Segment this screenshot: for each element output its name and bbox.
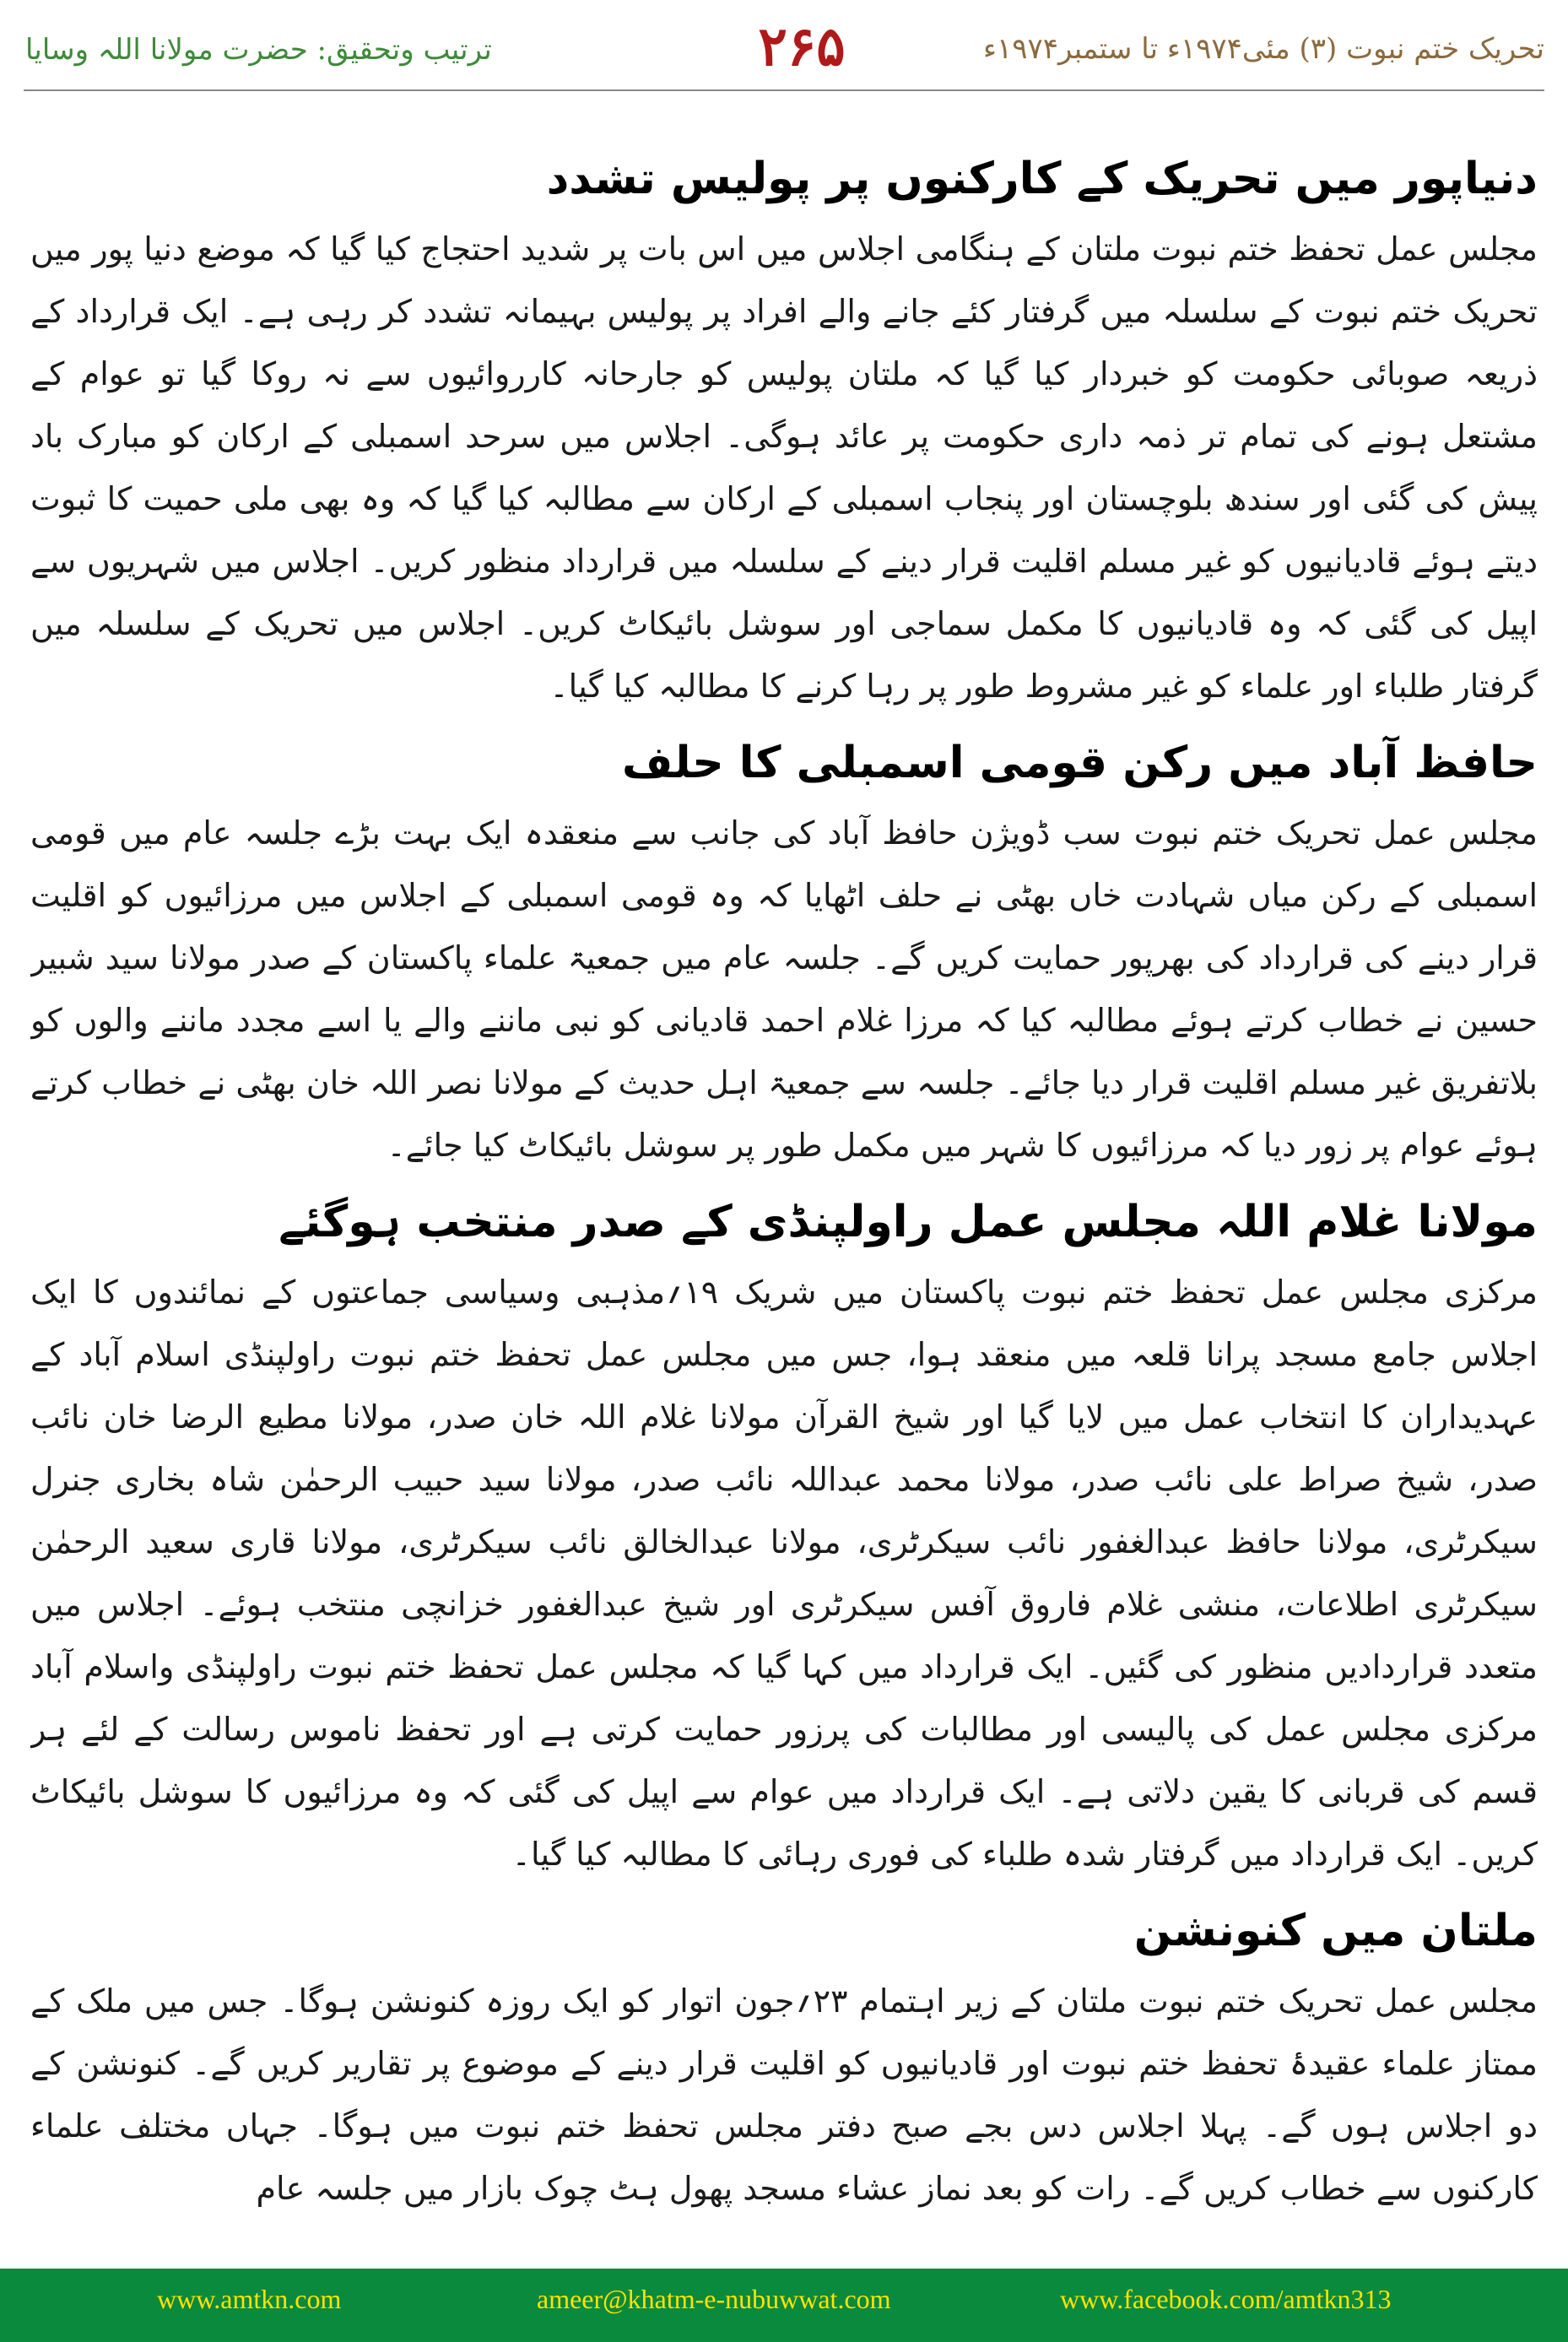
section-heading: ملتان میں کنونشن	[1133, 1906, 1538, 1956]
header-divider	[24, 89, 1544, 91]
section-heading: مولانا غلام اللہ مجلس عمل راولپنڈی کے صدر منتخب ہوگئے	[278, 1197, 1538, 1247]
book-title: تحریک ختم نبوت (۳) مئی۱۹۷۴ء تا ستمبر۱۹۷۴ء	[982, 32, 1544, 66]
page-footer	[0, 2269, 1568, 2342]
section-heading: حافظ آباد میں رکن قومی اسمبلی کا حلف	[622, 738, 1538, 788]
section-paragraph: مجلس عمل تحفظ ختم نبوت ملتان کے ہنگامی اجلاس میں اس بات پر شدید احتجاج کیا گیا کہ موضع دنیا پور میں تحریک ختم نبوت کے سلسلہ میں گرفتار کئے جانے والے افراد پر پولیس بہیمانہ تشدد کر رہی ہے۔ ایک قرارداد کے ذریعہ صوبائی حکومت کو خبردار کیا گیا کہ ملتان پولیس کو جارحانہ کارروائیوں سے نہ روکا گیا تو عوام کے مشتعل ہونے کی تمام تر ذمہ داری حکومت پر عائد ہوگی۔ اجلاس میں سرحد اسمبلی کے ارکان کو مبارک باد پیش کی گئی اور سندھ بلوچستان اور پنجاب اسمبلی کے ارکان سے مطالبہ کیا گیا کہ وہ بھی ملی حمیت کا ثبوت دیتے ہوئے قادیانیوں کو غیر مسلم اقلیت قرار دینے کے سلسلہ میں قرارداد منظور کریں۔ اجلاس میں شہریوں سے اپیل کی گئی کہ وہ قادیانیوں کا مکمل سماجی اور سوشل بائیکاٹ کریں۔ اجلاس میں تحریک کے سلسلہ میں گرفتار طلباء اور علماء کو غیر مشروط طور پر رہا کرنے کا مطالبہ کیا گیا۔	[30, 230, 1538, 705]
section-heading: دنیاپور میں تحریک کے کارکنوں پر پولیس تشدد	[546, 154, 1538, 204]
article-body	[30, 142, 1538, 2252]
email-link[interactable]: ameer@khatm-e-nubuwwat.com	[537, 2284, 891, 2314]
website-link[interactable]: www.amtkn.com	[157, 2284, 342, 2314]
page-number: ۲۶۵	[758, 15, 846, 78]
compiler-credit: ترتیب وتحقیق: حضرت مولانا اللہ وسایا	[25, 33, 492, 67]
section-paragraph: مجلس عمل تحریک ختم نبوت سب ڈویژن حافظ آباد کی جانب سے منعقدہ ایک بہت بڑے جلسہ عام میں قومی اسمبلی کے رکن میاں شہادت خاں بھٹی نے حلف اٹھایا کہ وہ قومی اسمبلی کے اجلاس میں مرزائیوں کو اقلیت قرار دینے کی قرارداد کی بھرپور حمایت کریں گے۔ جلسہ عام میں جمعیۃ علماء پاکستان کے صدر مولانا سید شبیر حسین نے خطاب کرتے ہوئے مطالبہ کیا کہ مرزا غلام احمد قادیانی کو نبی ماننے والے یا اسے مجدد ماننے والوں کو بلاتفریق غیر مسلم اقلیت قرار دیا جائے۔ جلسہ سے جمعیۃ اہل حدیث کے مولانا نصر اللہ خان بھٹی نے خطاب کرتے ہوئے عوام پر زور دیا کہ مرزائیوں کا شہر میں مکمل طور پر سوشل بائیکاٹ کیا جائے۔	[30, 814, 1538, 1164]
facebook-link[interactable]: www.facebook.com/amtkn313	[1060, 2284, 1392, 2314]
page-header	[0, 0, 1568, 127]
section-paragraph: مجلس عمل تحریک ختم نبوت ملتان کے زیر اہتمام ۲۳؍جون اتوار کو ایک روزہ کنونشن ہوگا۔ جس میں ملک کے ممتاز علماء عقیدۂ تحفظ ختم نبوت اور قادیانیوں کو اقلیت قرار دینے کے موضوع پر تقاریر کریں گے۔ کنونشن کے دو اجلاس ہوں گے۔ پہلا اجلاس دس بجے صبح دفتر مجلس تحفظ ختم نبوت میں ہوگا۔ جہاں مختلف علماء کارکنوں سے خطاب کریں گے۔ رات کو بعد نماز عشاء مسجد پھول ہٹ چوک بازار میں جلسہ عام	[30, 1982, 1538, 2207]
section-paragraph: مرکزی مجلس عمل تحفظ ختم نبوت پاکستان میں شریک ۱۹؍مذہبی وسیاسی جماعتوں کے نمائندوں کا ایک اجلاس جامع مسجد پرانا قلعہ میں منعقد ہوا، جس میں مجلس عمل تحفظ ختم نبوت راولپنڈی اسلام آباد کے عہدیداران کا انتخاب عمل میں لایا گیا اور شیخ القرآن مولانا غلام اللہ خان صدر، مولانا مطیع الرضا خان نائب صدر، شیخ صراط علی نائب صدر، مولانا محمد عبداللہ نائب صدر، مولانا سید حبیب الرحمٰن شاہ بخاری جنرل سیکرٹری، مولانا حافظ عبدالغفور نائب سیکرٹری، مولانا عبدالخالق نائب سیکرٹری، مولانا قاری سعید الرحمٰن سیکرٹری اطلاعات، منشی غلام فاروق آفس سیکرٹری اور شیخ عبدالغفور خزانچی منتخب ہوئے۔ اجلاس میں متعدد قراردادیں منظور کی گئیں۔ ایک قرارداد میں کہا گیا کہ مجلس عمل تحفظ ختم نبوت راولپنڈی واسلام آباد مرکزی مجلس عمل کی پالیسی اور مطالبات کی پرزور حمایت کرتی ہے اور تحفظ ناموس رسالت کے لئے ہر قسم کی قربانی کا یقین دلاتی ہے۔ ایک قرارداد میں عوام سے اپیل کی گئی کہ وہ مرزائیوں کا سوشل بائیکاٹ کریں۔ ایک قرارداد میں گرفتار شدہ طلباء کی فوری رہائی کا مطالبہ کیا گیا۔	[30, 1274, 1538, 1873]
